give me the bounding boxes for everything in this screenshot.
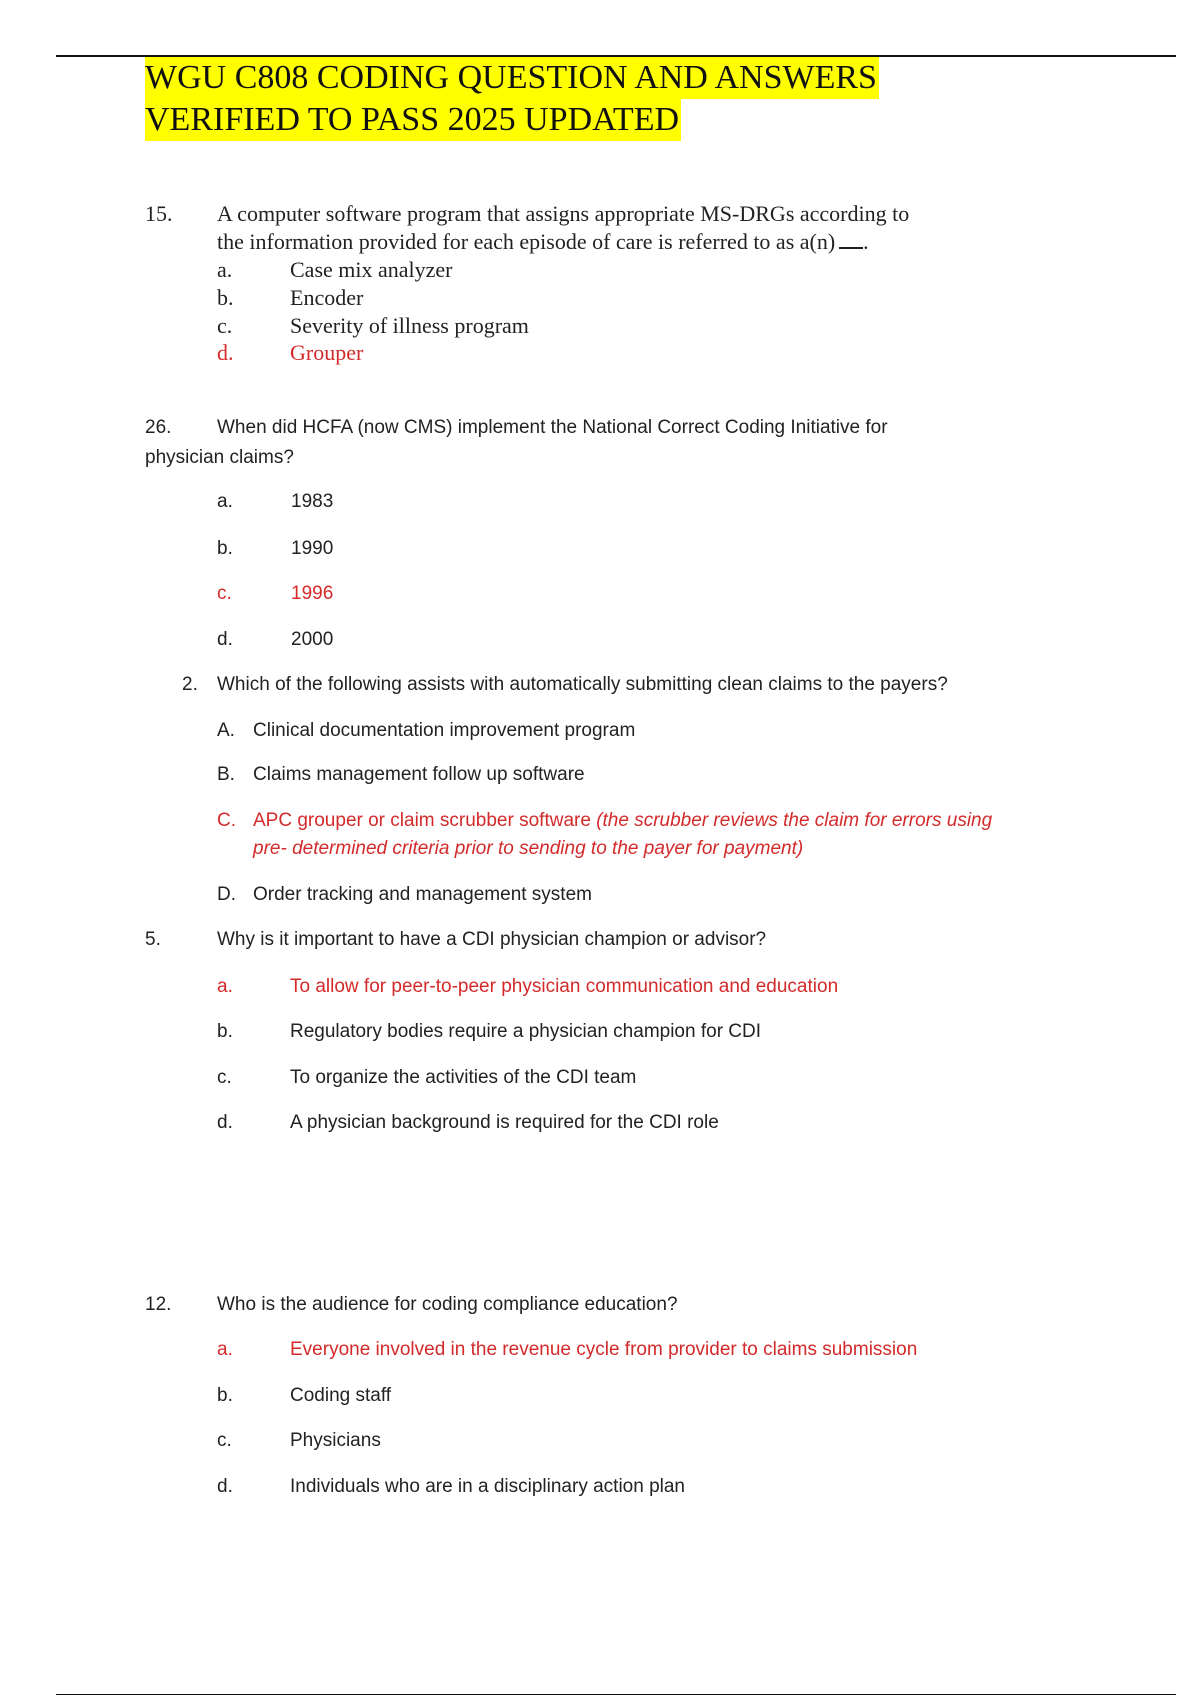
- option-text: 2000: [291, 629, 334, 650]
- answer-explanation-line-2: pre- determined criteria prior to sending to the payer for payment): [253, 838, 804, 859]
- question-number: 15.: [145, 201, 173, 226]
- option-text: Severity of illness program: [290, 313, 529, 338]
- question-number: 12.: [145, 1294, 172, 1315]
- option-text-correct: 1996: [291, 583, 334, 604]
- option-letter: c.: [217, 313, 233, 338]
- option-letter: a.: [217, 491, 233, 512]
- option-letter: d.: [217, 629, 233, 650]
- option-letter: b.: [217, 285, 234, 310]
- question-text: Why is it important to have a CDI physician champion or advisor?: [217, 929, 767, 950]
- option-text: A physician background is required for the CDI role: [290, 1112, 719, 1133]
- option-letter: b.: [217, 538, 233, 559]
- option-letter-correct: a.: [217, 1339, 233, 1360]
- option-text: Encoder: [290, 285, 364, 310]
- option-letter: A.: [217, 720, 235, 741]
- option-text: Clinical documentation improvement program: [253, 720, 636, 741]
- question-text: Which of the following assists with automatically submitting clean claims to the payers?: [217, 674, 948, 695]
- option-text: Physicians: [290, 1430, 381, 1451]
- option-text: Order tracking and management system: [253, 884, 592, 905]
- question-number: 26.: [145, 417, 172, 438]
- option-text: 1990: [291, 538, 334, 559]
- option-letter: d.: [217, 1476, 233, 1497]
- option-letter-correct: c.: [217, 583, 232, 604]
- question-number: 5.: [145, 929, 161, 950]
- option-text-correct: Grouper: [290, 340, 364, 365]
- question-text-line-1: A computer software program that assigns appropriate MS-DRGs according to: [217, 201, 910, 226]
- option-text: Coding staff: [290, 1385, 392, 1406]
- question-number: 2.: [182, 674, 198, 695]
- option-text: Claims management follow up software: [253, 764, 585, 785]
- option-letter-correct: d.: [217, 340, 234, 365]
- option-text: Case mix analyzer: [290, 257, 453, 282]
- bottom-rule: [56, 1694, 1176, 1695]
- question-text: Who is the audience for coding compliance education?: [217, 1294, 678, 1315]
- option-letter: b.: [217, 1385, 233, 1406]
- question-text-line-1: When did HCFA (now CMS) implement the National Correct Coding Initiative for: [217, 417, 888, 438]
- answer-blank: [839, 247, 863, 249]
- option-text-correct: Everyone involved in the revenue cycle from provider to claims submission: [290, 1339, 918, 1360]
- title-line-2: VERIFIED TO PASS 2025 UPDATED: [145, 99, 681, 141]
- answer-explanation-line-1: (the scrubber reviews the claim for errors using: [596, 810, 993, 831]
- option-text-correct: APC grouper or claim scrubber software (the scrubber reviews the claim for errors using: [253, 810, 993, 831]
- option-letter: D.: [217, 884, 236, 905]
- option-letter-correct: a.: [217, 976, 233, 997]
- option-letter: d.: [217, 1112, 233, 1133]
- option-letter: B.: [217, 764, 235, 785]
- option-letter: b.: [217, 1021, 233, 1042]
- option-letter-correct: C.: [217, 810, 236, 831]
- option-letter: c.: [217, 1067, 232, 1088]
- question-text-line-2: physician claims?: [145, 447, 294, 468]
- question-text-line-2: the information provided for each episode of care is referred to as a(n) .: [217, 229, 869, 254]
- document-title: [145, 57, 879, 141]
- option-text: Individuals who are in a disciplinary action plan: [290, 1476, 686, 1497]
- option-letter: c.: [217, 1430, 232, 1451]
- option-text: Regulatory bodies require a physician champion for CDI: [290, 1021, 762, 1042]
- option-text: To organize the activities of the CDI team: [290, 1067, 637, 1088]
- title-line-1: WGU C808 CODING QUESTION AND ANSWERS: [145, 57, 879, 99]
- option-text: 1983: [291, 491, 334, 512]
- option-letter: a.: [217, 257, 233, 282]
- option-text-correct: To allow for peer-to-peer physician communication and education: [290, 976, 839, 997]
